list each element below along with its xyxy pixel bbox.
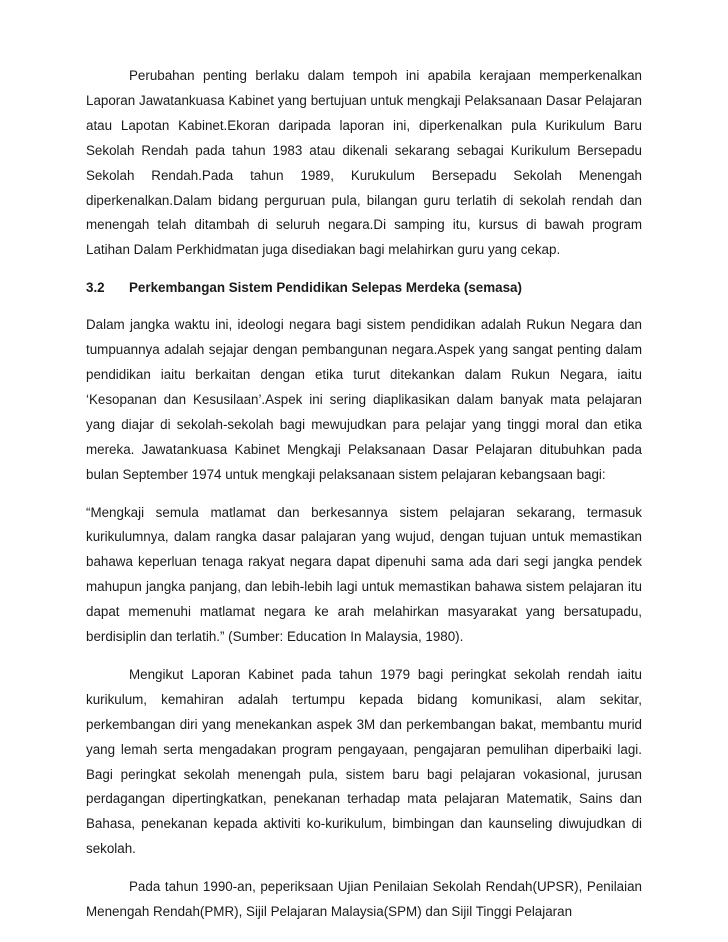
section-heading bbox=[86, 276, 642, 301]
paragraph-quotation: “Mengkaji semula matlamat dan berkesannya sistem pelajaran sekarang, termasuk kurikulumnya, dalam rangka dasar palajaran yang wujud, dengan tujuan untuk memastikan bahawa keperluan tenaga rakyat negara dapat dipenuhi sama ada dari segi jangka pendek mahupun jangka panjang, dan lebih-lebih lagi untuk memastikan bahawa sistem pelajaran itu dapat memenuhi matlamat negara ke arah melahirkan masyarakat yang bersatupadu, berdisiplin dan terlatih.” (Sumber: Education In Malaysia, 1980). bbox=[86, 504, 642, 645]
paragraph-rukun-negara: Dalam jangka waktu ini, ideologi negara bagi sistem pendidikan adalah Rukun Negara dan tumpuannya adalah sejajar dengan pembangunan negara.Aspek yang sangat penting dalam pendidikan iaitu berkaitan dengan etika turut ditekankan dalam Rukun Negara, iaitu ‘Kesopanan dan Kesusilaan’.Aspek ini sering diaplikasikan dalam banyak mata pelajaran yang diajar di sekolah-sekolah bagi mewujudkan para pelajar yang tinggi moral dan etika mereka. Jawatankuasa Kabinet Mengkaji Pelaksanaan Dasar Pelajaran ditubuhkan pada bulan September 1974 untuk mengkaji pelaksanaan sistem pelajaran kebangsaan bagi: bbox=[86, 317, 642, 482]
paragraph-1990s-exams: Pada tahun 1990-an, peperiksaan Ujian Penilaian Sekolah Rendah(UPSR), Penilaian Menengah Rendah(PMR), Sijil Pelajaran Malaysia(SPM) dan Sijil Tinggi Pelajaran bbox=[86, 879, 642, 920]
paragraph-cabinet-report-1979: Mengikut Laporan Kabinet pada tahun 1979 bagi peringkat sekolah rendah iaitu kurikulum, kemahiran adalah tertumpu kepada bidang komunikasi, alam sekitar, perkembangan diri yang menekankan aspek 3M dan perkembangan bakat, membantu murid yang lemah serta mengadakan program pengayaan, pengajaran pemulihan diperbaiki lagi. Bagi peringkat sekolah menengah pula, sistem baru bagi pelajaran vokasional, jurusan perdagangan dipertingkatkan, penekanan terhadap mata pelajaran Matematik, Sains dan Bahasa, penekanan kepada aktiviti ko-kurikulum, bimbingan dan kaunseling diwujudkan di sekolah. bbox=[86, 666, 642, 857]
section-number: 3.2 bbox=[86, 280, 105, 296]
paragraph-cabinet-report: Perubahan penting berlaku dalam tempoh ini apabila kerajaan memperkenalkan Laporan Jawatankuasa Kabinet yang bertujuan untuk mengkaji Pelaksanaan Dasar Pelajaran atau Lapotan Kabinet.Ekoran daripada laporan ini, diperkenalkan pula Kurikulum Baru Sekolah Rendah pada tahun 1983 atau dikenali sekarang sebagai Kurikulum Bersepadu Sekolah Rendah.Pada tahun 1989, Kurukulum Bersepadu Sekolah Menengah diperkenalkan.Dalam bidang perguruan pula, bilangan guru terlatih di sekolah rendah dan menengah telah ditambah di seluruh negara.Di samping itu, kursus di bawah program Latihan Dalam Perkhidmatan juga disediakan bagi melahirkan guru yang cekap. bbox=[86, 68, 642, 258]
section-title: Perkembangan Sistem Pendidikan Selepas Merdeka (semasa) bbox=[129, 280, 522, 296]
